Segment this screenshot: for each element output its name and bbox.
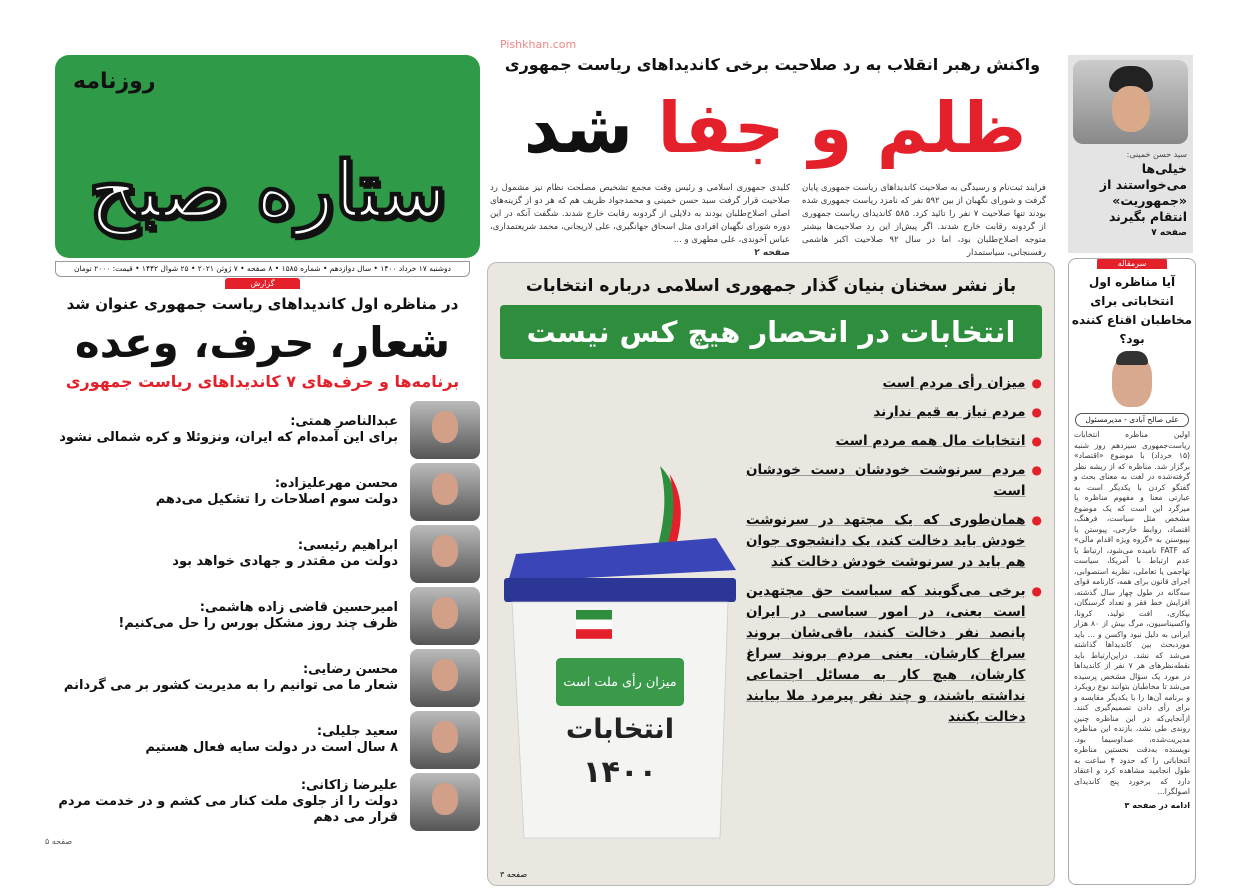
portrait-photo [1073, 60, 1188, 144]
candidate-photo [410, 401, 480, 459]
candidate-name: عبدالناصر همتی: [290, 414, 398, 429]
quote-item: ● میزان رأی مردم است [746, 373, 1042, 394]
side-story-title: خیلی‌ها می‌خواستند از «جمهوریت» انتقام بگیرند [1099, 161, 1187, 224]
candidate-name: محسن مهرعلیزاده: [274, 476, 398, 491]
quote-item: ● برخی می‌گویند که سیاست حق مجتهدین است یعنی، در امور سیاسی در ایران پانصد نفر دخالت کنند، باقی‌شان بروند سراغ کارشان. یعنی مردم بروند سراغ کارشان، هیچ کار به مسائل اجتماعی نداشته باشند، و چند نفر پیرمرد ملا بیایند دخالت بکنند [746, 581, 1042, 728]
flag-stripe-red [576, 629, 612, 639]
candidate-quote: برای این آمده‌ام که ایران، ونزوئلا و کره شمالی نشود [59, 430, 398, 445]
candidate-name: علیرضا زاکانی: [300, 778, 398, 793]
watermark: Pishkhan.com [500, 38, 577, 51]
bullet-icon: ● [1031, 376, 1042, 390]
candidate-item[interactable] [45, 523, 480, 585]
candidate-photo [410, 711, 480, 769]
candidate-item[interactable] [45, 709, 480, 771]
candidate-item[interactable] [45, 771, 480, 833]
bullet-icon: ● [1031, 463, 1042, 477]
candidate-photo [410, 525, 480, 583]
lead-headline[interactable]: ظلم و جفا شد [523, 87, 1027, 169]
candidate-quote: ظرف چند روز مشکل بورس را حل می‌کنیم! [118, 616, 398, 631]
candidate-quote: دولت من مقتدر و جهادی خواهد بود [172, 554, 398, 569]
bullet-icon: ● [1031, 405, 1042, 419]
byline: علی صالح آبادی - مدیرمسئول [1075, 413, 1189, 427]
feature-box [487, 262, 1055, 886]
candidate-item[interactable] [45, 585, 480, 647]
ballot-label: انتخابات [565, 714, 675, 745]
ballot-sticker-text: میزان رأی ملت است [563, 675, 677, 690]
candidate-name: سعید جلیلی: [316, 724, 398, 739]
bullet-icon: ● [1031, 584, 1042, 598]
ballot-lid [508, 538, 736, 582]
candidate-photo [410, 649, 480, 707]
feature-content [500, 373, 1042, 870]
speaker: سید حسن خمینی: [1126, 150, 1187, 159]
report-subtitle: برنامه‌ها و حرف‌های ۷ کاندیداهای ریاست جمهوری [65, 372, 460, 391]
candidate-photo [410, 463, 480, 521]
quote-item: ● مردم سرنوشت خودشان دست خودشان است [746, 460, 1042, 502]
flag-stripe-green [576, 610, 612, 620]
quote-item: ● انتخابات مال همه مردم است [746, 431, 1042, 452]
ballot-year: ۱۴۰۰ [582, 755, 658, 790]
report-column [45, 261, 480, 846]
candidate-name: محسن رضایی: [302, 662, 398, 677]
lead-kicker: واکنش رهبر انقلاب به رد صلاحیت برخی کاندیداهای ریاست جمهوری [504, 55, 1041, 74]
candidate-list [45, 399, 480, 833]
quote-item: ● همان‌طوری که یک مجتهد در سرنوشت خودش باید دخالت کند، یک دانشجوی جوان هم باید در سرنوشت خودش دخالت کند [746, 510, 1042, 573]
candidate-quote: ۸ سال است در دولت سایه فعال هستیم [145, 740, 398, 755]
bullet-icon: ● [1031, 434, 1042, 448]
candidate-quote: شعار ما می توانیم را به مدیریت کشور بر می گردانم [63, 678, 398, 693]
section-tag: سرمقاله [1097, 258, 1167, 269]
candidate-photo [410, 773, 480, 831]
quote-item: ● مردم نیاز به قیم ندارند [746, 402, 1042, 423]
candidate-quote: دولت را از جلوی ملت کنار می کشم و در خدمت مردم قرار می دهم [58, 794, 398, 825]
section-tag: گزارش [225, 278, 300, 289]
candidate-photo [410, 587, 480, 645]
editorial [1068, 258, 1196, 885]
dateline: دوشنبه ۱۷ خرداد ۱۴۰۰ • سال دوازدهم • شماره ۱۵۸۵ • ۸ صفحه • ۷ ژوئن ۲۰۲۱ • ۲۵ شوال ۱۴۴۲ • قیمت: ۲۰۰۰ تومان [55, 261, 470, 277]
flag-stripe-white [576, 620, 612, 630]
quote-list [746, 373, 1042, 870]
bullet-icon: ● [1031, 513, 1042, 527]
candidate-quote: دولت سوم اصلاحات را تشکیل می‌دهم [155, 492, 398, 507]
report-title[interactable]: شعار، حرف، وعده [74, 318, 451, 367]
feature-banner[interactable]: انتخابات در انحصار هیچ کس نیست [500, 305, 1042, 359]
candidate-name: ابراهیم رئیسی: [297, 538, 398, 553]
lead-column-left: کلیدی جمهوری اسلامی و رئیس وقت مجمع تشخیص مصلحت نظام نیز مشمول رد صلاحیت قرار گرفت سید حسن خمینی و محمدجواد ظریف هم که هر دو از گزینه‌های اصلی اصلاح‌طلبان بودند به دلایلی از گردونه رقابت خارج شدند. شگفت آنکه در این دوره شورای نگهبان افرادی مثل اسحاق جهانگیری، علی لاریجانی، محمد شریعتمداری، عباس آخوندی، علی مطهری و ... صفحه ۲ [490, 183, 790, 258]
masthead-name: ستاره صبح [88, 145, 447, 236]
feature-title: باز نشر سخنان بنیان گذار جمهوری اسلامی درباره انتخابات [525, 276, 1017, 296]
page-ref[interactable]: صفحه ۲ [754, 248, 790, 258]
page-ref[interactable]: صفحه ۳ [500, 870, 528, 879]
lead-column-right: فرایند ثبت‌نام و رسیدگی به صلاحیت کاندیداهای ریاست جمهوری پایان گرفت و شورای نگهبان از بین ۵۹۲ نفر که نامزد ریاست جمهوری شده بودند تنها صلاحیت ۷ نفر را تائید کرد. ۵۸۵ کاندیدای ریاست جمهوری از گردونه رقابت خارج شدند. اگر پیش‌از این رد صلاحیت‌ها بیشتر متوجه اصلاح‌طلبان بود، اما در سال ۹۲ صلاحیت اکبر هاشمی رفسنجانی، سیاستمدار [801, 183, 1046, 258]
candidate-name: امیرحسین قاضی زاده هاشمی: [199, 600, 398, 615]
candidate-item[interactable] [45, 399, 480, 461]
side-story[interactable] [1068, 55, 1193, 253]
candidate-item[interactable] [45, 461, 480, 523]
author-photo [1112, 355, 1152, 407]
report-supertitle: در مناظره اول کاندیداهای ریاست جمهوری عنوان شد [66, 295, 459, 313]
continued-link[interactable]: ادامه در صفحه ۳ [1124, 800, 1190, 810]
ballot-box-illustration [500, 430, 740, 870]
page-ref: صفحه ۷ [1151, 228, 1187, 238]
editorial-title[interactable]: آیا مناظره اول انتخاباتی برای مخاطبان اقناع کننده بود؟ [1071, 275, 1193, 346]
editorial-body: اولین مناظره انتخابات ریاست‌جمهوری سیزدهم روز شنبه (۱۵ خرداد) با موضوع «اقتصاد» برگزار شد. مناظره که از ریشه نظر گرفته‌شده در لغت به معنای بحث و گفتگو کردن با یکدیگر است به عبارتی معنا و مفهوم مناظره یا میزگرد این است که یک موضوع مشخص مثل سیاست، فرهنگ، اقتصاد، روابط خارجی، پیوستن یا نپیوستن به «گروه ویژه اقدام مالی» که FATF نامیده می‌شود، ارتباط یا عدم ارتباط با آمریکا، سیاست تهاجمی یا تعاملی، نظریه استصوابی، اجرای قانون برای همه، کارنامه قوای سه‌گانه در طول چهار سال گذشته، افزایش خط فقر و تعداد گرسنگان، بیکاری، افت تولید، کرونا، واکسیناسیون، مرگ بیش از ۸۰ هزار ایرانی به دلیل نبود واکسن و ... باید موردبحث بین کاندیداها گذاشته می‌شد که نشد. دراین‌ارتباط باید نقطه‌نظرهای هر ۷ نفر از کاندیداها در مورد یک سؤال مشخص پرسیده می‌شد تا مخاطبان بتوانند نوع رویکرد و برنامه آن‌ها را با یکدیگر مقایسه و برای رأی دادن تصمیم‌گیری کنند. ازآنجایی‌که در این مناظره چنین روندی طی نشد، بازنده این مناظره مدیریت‌شده، صداوسیما بود. نویسنده به‌دقت نخستین مناظره انتخاباتی را که حدود ۴ ساعت به طول انجامید مشاهده کرد و اعتقاد دارد که برخورد پنج کاندیدای اصولگرا... [1074, 430, 1190, 796]
masthead-prefix: روزنامه [73, 69, 156, 94]
candidate-item[interactable] [45, 647, 480, 709]
ballot-rim [504, 578, 736, 602]
page-ref[interactable]: صفحه ۵ [45, 837, 73, 846]
masthead-logo [55, 55, 480, 258]
